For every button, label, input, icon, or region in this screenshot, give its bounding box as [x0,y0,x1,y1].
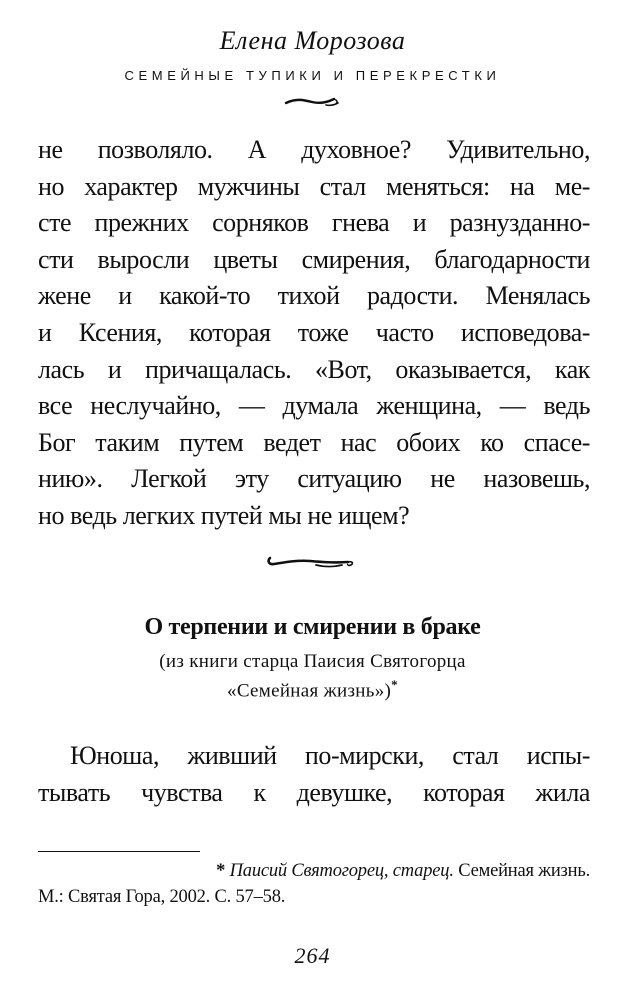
footnote-marker: * [216,861,226,881]
body-paragraph [38,738,590,811]
section-divider-ornament-icon [264,550,359,574]
footnote-separator [38,851,200,852]
header-ornament-icon [282,93,342,111]
footnote-publisher: М.: Святая Гора, 2002. С. 57–58. [38,887,286,907]
footnote-book-title: Семейная жизнь. [458,861,590,881]
text-line: но характер мужчины стал меняться: на ме- [38,171,590,201]
text-line: нию». Легкой эту ситуацию не назовешь, [38,464,590,494]
section-subtitle-text: «Семейная жизнь») [227,680,392,702]
section-subtitle-line: (из книги старца Паисия Святогорца [159,651,466,672]
text-line: лась и причащалась. «Вот, оказывается, как [38,354,590,384]
text-line: тывать чувства к девушке, которая жила [38,777,590,807]
text-line: жене и какой-то тихой радости. Менялась [38,281,590,311]
text-line: Бог таким путем ведет нас обоих ко спасе- [38,427,590,457]
text-line: и Ксения, которая тоже часто исповедова- [38,317,590,347]
body-paragraph-continued [38,132,590,535]
text-line: сте прежних сорняков гнева и разнузданно- [38,208,590,238]
running-header-author: Елена Морозова [219,26,406,55]
text-line: но ведь легких путей мы не ищем? [38,500,410,530]
footnote-line [38,858,590,884]
footnote-author: Паисий Святогорец, старец. [229,861,454,881]
text-line: все неслучайно, — думала женщина, — ведь [38,391,590,421]
section-subtitle-line [0,677,625,702]
page-number: 264 [294,943,331,968]
running-header-book-title: СЕМЕЙНЫЕ ТУПИКИ И ПЕРЕКРЕСТКИ [124,68,501,83]
text-line: Юноша, живший по-мирски, стал испы- [70,741,590,770]
text-line: не позволяло. А духовное? Удивительно, [38,135,590,164]
footnote-reference-marker[interactable]: * [391,677,398,692]
section-title: О терпении и смирении в браке [144,614,481,640]
text-line: сти выросли цветы смирения, благодарности [38,244,590,274]
